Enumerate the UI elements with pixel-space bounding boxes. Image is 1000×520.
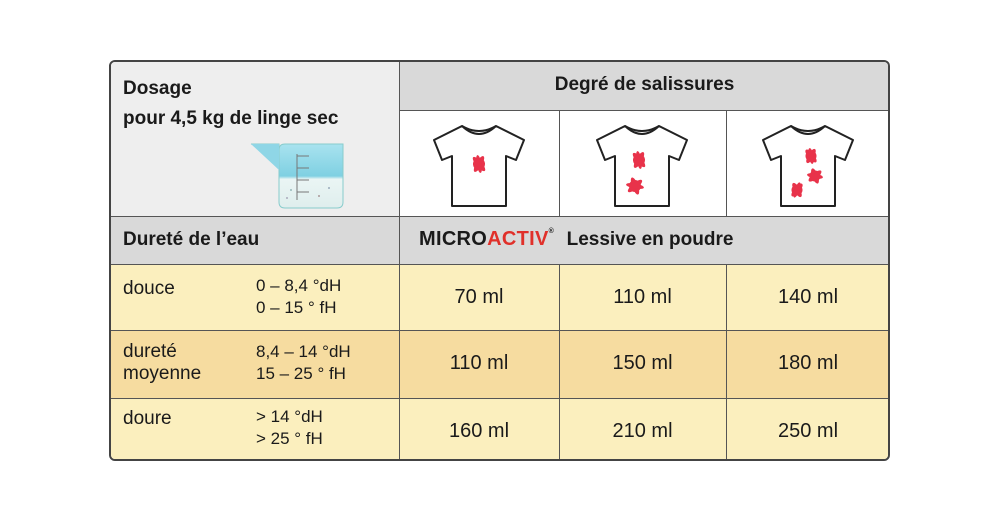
hardness-range-fh: > 25 ° fH	[256, 429, 323, 448]
dosage-subtitle: pour 4,5 kg de linge sec	[123, 108, 339, 129]
tshirt-two-stains-icon	[587, 116, 697, 212]
brand-activ: ACTIV	[487, 228, 549, 250]
grid-line	[559, 264, 560, 461]
brand-micro: MICRO	[419, 228, 488, 250]
product-name: Lessive en poudre	[566, 229, 734, 250]
dosage-cell	[111, 62, 399, 216]
dosage-title: Dosage	[123, 78, 192, 99]
soil-level-3-cell	[726, 110, 890, 216]
hardness-name: dureté	[123, 341, 177, 362]
dose-value: 110 ml	[449, 352, 509, 374]
dose-value: 250 ml	[777, 420, 839, 442]
dose-value: 150 ml	[612, 352, 673, 374]
soil-level-1-cell	[399, 110, 559, 216]
hardness-range-dh: > 14 °dH	[256, 407, 323, 426]
grid-line	[726, 264, 727, 461]
grid-line	[111, 398, 890, 399]
hardness-name-line2: moyenne	[123, 363, 202, 384]
grid-line	[559, 110, 560, 216]
hardness-range-fh: 0 – 15 ° fH	[256, 298, 337, 317]
dose-value: 160 ml	[448, 420, 510, 442]
water-hardness-header	[111, 216, 399, 264]
grid-line	[111, 264, 890, 265]
soil-title: Degré de salissures	[554, 74, 735, 95]
grid-line	[111, 330, 890, 331]
grid-line	[399, 110, 890, 111]
dose-value: 210 ml	[612, 420, 673, 442]
soil-level-2-cell	[559, 110, 726, 216]
hardness-name: doure	[123, 408, 172, 429]
measuring-cup-icon	[249, 140, 345, 210]
grid-line	[111, 216, 890, 217]
product-header	[399, 216, 890, 264]
product-line	[419, 228, 733, 251]
tshirt-one-stain-icon	[424, 116, 534, 212]
grid-line	[399, 62, 400, 461]
brand-logo	[419, 228, 554, 250]
tshirt-three-stains-icon	[753, 116, 863, 212]
hardness-name: douce	[123, 278, 175, 299]
dose-value: 70 ml	[454, 286, 504, 308]
grid-line	[726, 110, 727, 216]
water-hardness-label: Dureté de l’eau	[123, 229, 260, 250]
hardness-range-dh: 0 – 8,4 °dH	[256, 276, 342, 295]
brand-registered: ®	[548, 228, 555, 235]
dose-value: 110 ml	[613, 286, 672, 308]
dose-value: 140 ml	[777, 286, 839, 308]
dose-value: 180 ml	[777, 352, 839, 374]
hardness-range-fh: 15 – 25 ° fH	[256, 364, 346, 383]
soil-header	[399, 62, 890, 110]
dosage-table	[109, 60, 890, 461]
hardness-range-dh: 8,4 – 14 °dH	[256, 342, 351, 361]
